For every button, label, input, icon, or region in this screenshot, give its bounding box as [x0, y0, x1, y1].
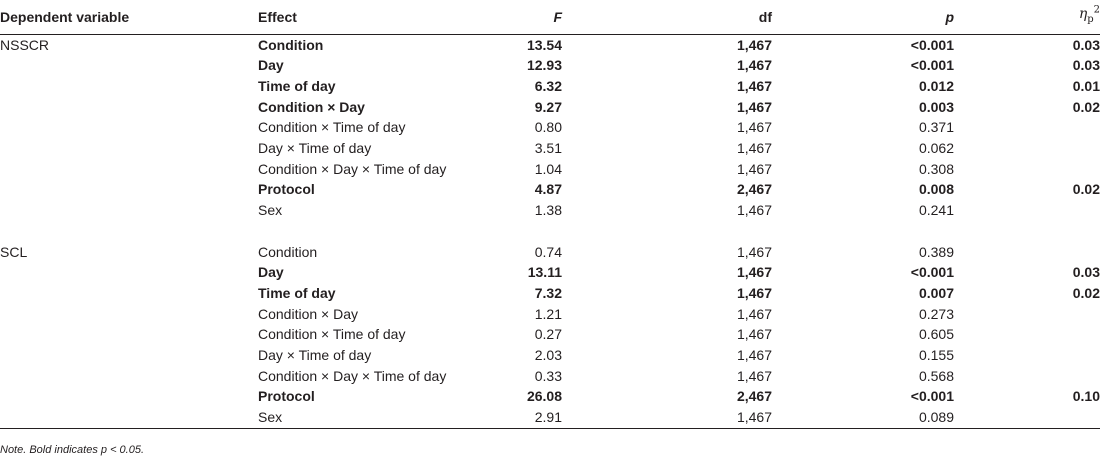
cell-dependent-variable: SCL — [0, 243, 28, 260]
cell-f: 3.51 — [534, 140, 562, 157]
cell-f: 1.04 — [534, 160, 562, 177]
table-row — [0, 242, 1100, 263]
cell-effect: Protocol — [258, 388, 315, 405]
cell-dependent-variable — [0, 283, 258, 304]
table-row — [0, 345, 1100, 366]
cell-df: 1,467 — [736, 98, 772, 115]
table-row — [0, 262, 1100, 283]
cell-p: <0.001 — [910, 388, 954, 405]
cell-eta-squared: 0.02 — [1072, 181, 1100, 198]
cell-effect: Day — [258, 264, 284, 281]
cell-p: 0.008 — [918, 181, 954, 198]
cell-dependent-variable — [0, 97, 258, 118]
cell-p: 0.568 — [918, 367, 954, 384]
cell-p: 0.241 — [918, 202, 954, 219]
cell-dependent-variable — [0, 159, 258, 180]
cell-p: 0.089 — [772, 407, 954, 428]
header-eta-squared — [954, 0, 1100, 34]
cell-dependent-variable: NSSCR — [0, 36, 50, 53]
cell-effect: Condition × Day × Time of day — [258, 367, 447, 384]
cell-eta-squared — [954, 366, 1100, 387]
cell-dependent-variable — [0, 386, 258, 407]
cell-dependent-variable — [0, 407, 258, 428]
cell-eta-squared — [954, 117, 1100, 138]
cell-df: 1,467 — [736, 326, 772, 343]
cell-f: 6.32 — [534, 77, 562, 94]
table-row — [0, 55, 1100, 76]
table-row — [0, 34, 1100, 55]
cell-eta-squared — [954, 345, 1100, 366]
cell-f: 4.87 — [534, 181, 562, 198]
cell-p: 0.308 — [918, 160, 954, 177]
cell-effect: Condition × Time of day — [258, 119, 406, 136]
cell-df: 2,467 — [736, 388, 772, 405]
cell-eta-squared — [954, 159, 1100, 180]
table-row — [0, 159, 1100, 180]
cell-dependent-variable — [0, 200, 258, 221]
cell-f: 0.80 — [534, 119, 562, 136]
table-row — [0, 407, 1100, 428]
cell-f: 13.11 — [527, 264, 562, 281]
cell-p: <0.001 — [910, 264, 954, 281]
table-row — [0, 76, 1100, 97]
cell-df: 1,467 — [736, 264, 772, 281]
cell-eta-squared: 0.03 — [1072, 264, 1100, 281]
cell-effect: Day × Time of day — [258, 347, 372, 364]
cell-df: 1,467 — [736, 284, 772, 301]
cell-eta-squared: 0.10 — [1072, 388, 1100, 405]
cell-dependent-variable — [0, 262, 258, 283]
cell-df: 1,467 — [736, 36, 772, 53]
cell-f: 2.03 — [534, 347, 562, 364]
cell-dependent-variable — [0, 366, 258, 387]
cell-f: 26.08 — [526, 388, 562, 405]
table-row — [0, 366, 1100, 387]
cell-df: 1,467 — [736, 119, 772, 136]
cell-p: 0.062 — [918, 140, 954, 157]
group-spacer — [0, 221, 1100, 242]
table-row — [0, 200, 1100, 221]
eta-symbol: $\eta_p^2$ — [1078, 4, 1100, 25]
cell-dependent-variable — [0, 304, 258, 325]
cell-f: 12.93 — [526, 57, 562, 74]
table-row — [0, 179, 1100, 200]
cell-p: 0.371 — [918, 119, 954, 136]
cell-df: 1,467 — [562, 407, 772, 428]
cell-f: 2.91 — [458, 407, 562, 428]
header-dependent-variable: Dependent variable — [0, 0, 258, 34]
cell-dependent-variable — [0, 324, 258, 345]
cell-f: 0.33 — [534, 367, 562, 384]
cell-eta-squared: 0.02 — [1072, 98, 1100, 115]
cell-eta-squared — [954, 200, 1100, 221]
cell-p: <0.001 — [910, 57, 954, 74]
table-body — [0, 34, 1100, 428]
cell-f: 0.27 — [534, 326, 562, 343]
table-row — [0, 283, 1100, 304]
table-row — [0, 97, 1100, 118]
cell-eta-squared: 0.02 — [1072, 284, 1100, 301]
cell-eta-squared — [954, 407, 1100, 428]
cell-df: 1,467 — [736, 77, 772, 94]
cell-f: 0.74 — [534, 243, 562, 260]
header-df: df — [562, 0, 772, 34]
spacer-cell — [0, 221, 1100, 242]
cell-df: 1,467 — [736, 367, 772, 384]
cell-df: 2,467 — [736, 181, 772, 198]
cell-df: 1,467 — [736, 347, 772, 364]
table-row — [0, 117, 1100, 138]
cell-effect: Time of day — [258, 284, 336, 301]
cell-dependent-variable — [0, 179, 258, 200]
cell-dependent-variable — [0, 55, 258, 76]
cell-eta-squared: 0.03 — [1072, 57, 1100, 74]
cell-f: 9.27 — [534, 98, 562, 115]
cell-dependent-variable — [0, 117, 258, 138]
table-row — [0, 304, 1100, 325]
table-row — [0, 324, 1100, 345]
cell-p: <0.001 — [910, 36, 954, 53]
header-f: F — [458, 0, 562, 34]
cell-p: 0.273 — [918, 305, 954, 322]
cell-f: 1.38 — [534, 202, 562, 219]
header-p: p — [772, 0, 954, 34]
cell-effect: Day × Time of day — [258, 140, 372, 157]
cell-effect: Sex — [258, 202, 283, 219]
cell-eta-squared: 0.03 — [1072, 36, 1100, 53]
cell-eta-squared — [954, 138, 1100, 159]
cell-p: 0.003 — [918, 98, 954, 115]
cell-p: 0.007 — [918, 284, 954, 301]
cell-f: 13.54 — [526, 36, 562, 53]
table-note: Note. Bold indicates p < 0.05. — [0, 444, 145, 456]
cell-p: 0.605 — [918, 326, 954, 343]
cell-eta-squared — [954, 242, 1100, 263]
cell-df: 1,467 — [736, 243, 772, 260]
cell-effect: Time of day — [258, 77, 336, 94]
cell-effect: Sex — [258, 407, 458, 428]
cell-dependent-variable — [0, 138, 258, 159]
cell-effect: Condition — [258, 36, 324, 53]
cell-df: 1,467 — [736, 140, 772, 157]
cell-p: 0.389 — [918, 243, 954, 260]
cell-effect: Condition — [258, 243, 318, 260]
cell-df: 1,467 — [736, 160, 772, 177]
cell-p: 0.012 — [918, 77, 954, 94]
cell-df: 1,467 — [736, 305, 772, 322]
cell-effect: Condition × Day × Time of day — [258, 160, 447, 177]
cell-effect: Day — [258, 57, 284, 74]
table-row — [0, 386, 1100, 407]
table-header — [0, 0, 1100, 34]
header-effect: Effect — [258, 0, 458, 34]
cell-eta-squared — [954, 304, 1100, 325]
cell-p: 0.155 — [918, 347, 954, 364]
cell-f: 1.21 — [534, 305, 562, 322]
cell-effect: Condition × Day — [258, 98, 365, 115]
cell-dependent-variable — [0, 76, 258, 97]
cell-dependent-variable — [0, 345, 258, 366]
header-row — [0, 0, 1100, 34]
cell-eta-squared — [954, 324, 1100, 345]
cell-df: 1,467 — [736, 202, 772, 219]
cell-eta-squared: 0.01 — [1072, 77, 1100, 94]
cell-effect: Protocol — [258, 181, 315, 198]
cell-f: 7.32 — [534, 284, 562, 301]
cell-df: 1,467 — [736, 57, 772, 74]
cell-effect: Condition × Time of day — [258, 326, 406, 343]
table-row — [0, 138, 1100, 159]
cell-effect: Condition × Day — [258, 305, 359, 322]
